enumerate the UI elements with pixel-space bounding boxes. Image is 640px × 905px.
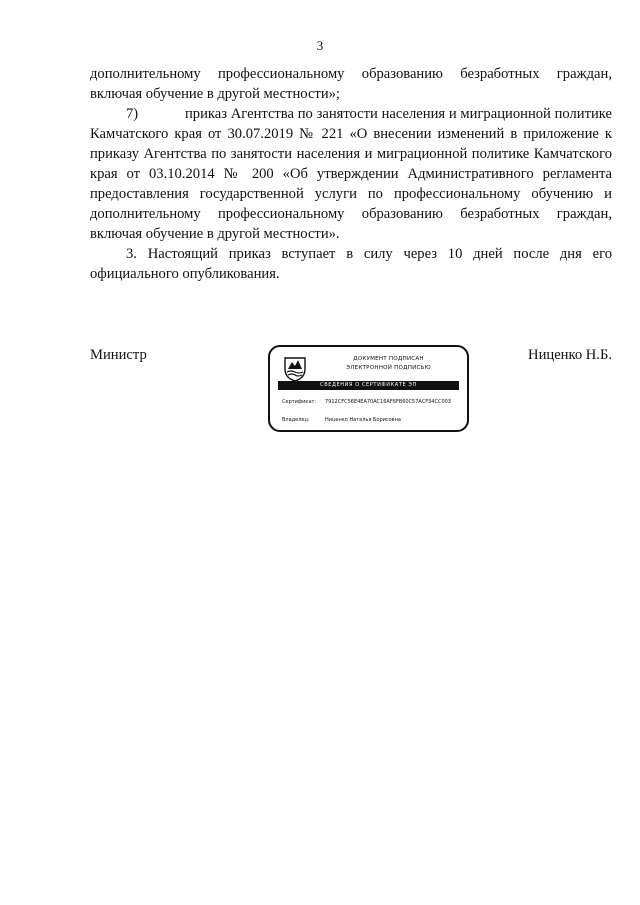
document-body	[90, 64, 612, 284]
coat-of-arms-icon	[282, 354, 308, 382]
page-number: 3	[316, 38, 324, 53]
stamp-heading-line-1: ДОКУМЕНТ ПОДПИСАН	[353, 356, 424, 362]
owner-label: Владелец:	[282, 417, 310, 423]
certificate-value: 7912CFC56E4EA70AC16AF6FB60C57ACF34CC003	[325, 399, 452, 405]
certificate-row	[282, 399, 463, 405]
certificate-label: Сертификат:	[282, 399, 317, 405]
list-item-text: приказ Агентства по занятости населения и миграционной политике Камчатского края от 30.07.2019 № 221 «О внесении изменений в приложение к приказу Агентства по занятости населения и миграционной политике Камчатского края от 03.10.2014 № 200 «Об утверждении Административного регламента предоставления государственной услуги по профессиональному обучению и дополнительному профессиональному образованию безработных граждан, включая обучение в другой местности».	[90, 106, 612, 242]
list-item-7	[90, 104, 612, 244]
list-item-number: 7)	[126, 106, 139, 122]
paragraph-continuation: дополнительному профессиональному образованию безработных граждан, включая обучение в другой местности»;	[90, 66, 612, 102]
owner-row	[282, 417, 463, 423]
certificate-info-bar: СВЕДЕНИЯ О СЕРТИФИКАТЕ ЭП	[278, 381, 459, 390]
stamp-heading-line-2: ЭЛЕКТРОННОЙ ПОДПИСЬЮ	[346, 365, 431, 371]
owner-value: Ниценко Наталья Борисовна	[325, 417, 401, 423]
stamp-heading	[314, 355, 463, 373]
paragraph-item-3: 3. Настоящий приказ вступает в силу через 10 дней после дня его официального опубликования.	[90, 246, 612, 282]
signatory-title: Министр	[90, 347, 147, 363]
signatory-name: Ниценко Н.Б.	[528, 347, 612, 363]
electronic-signature-stamp	[268, 345, 469, 432]
